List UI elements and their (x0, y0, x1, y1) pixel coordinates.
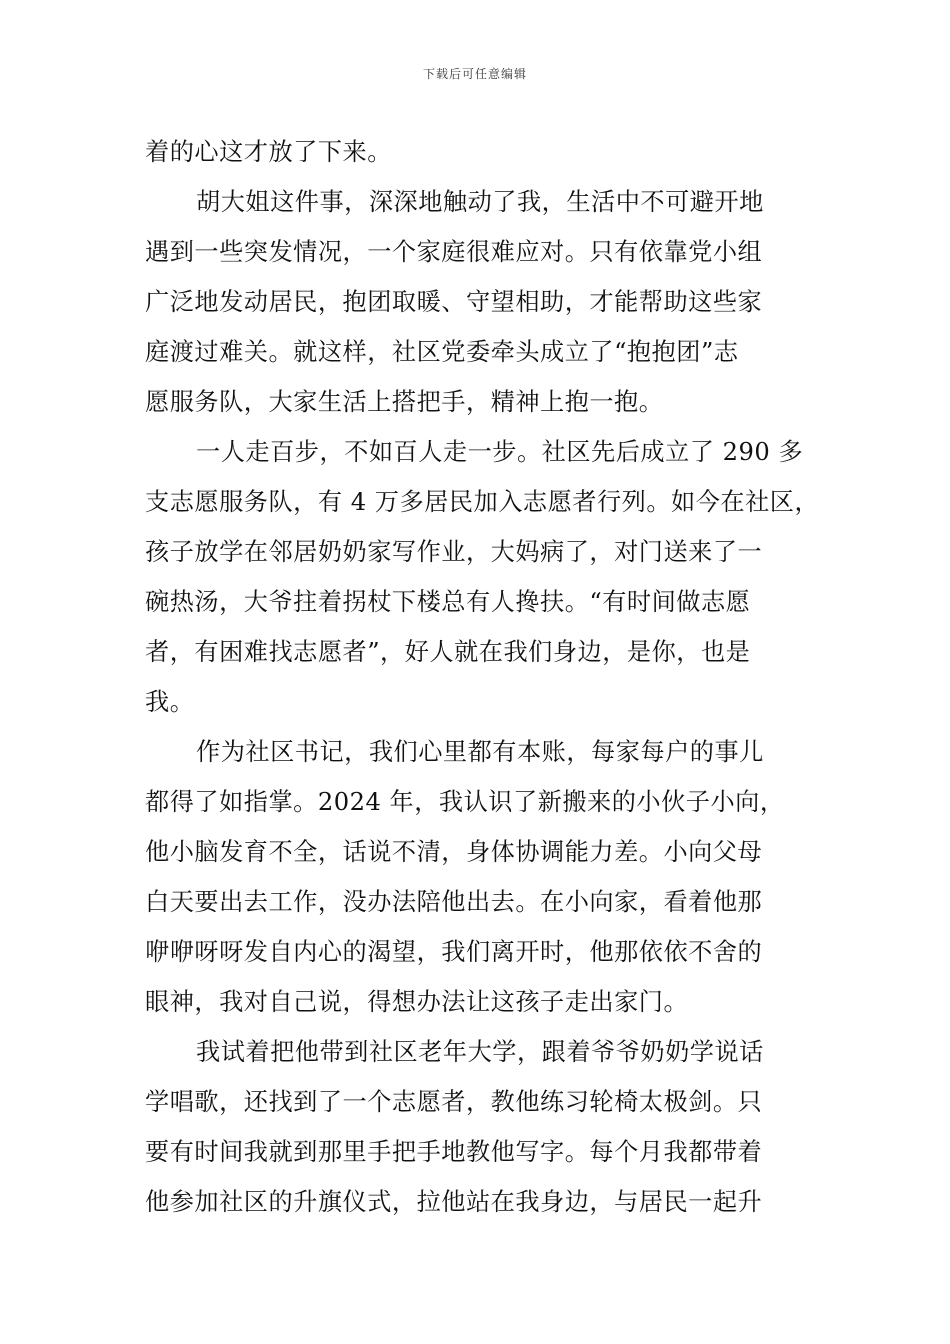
text-line: 白天要出去工作，没办法陪他出去。在小向家，看着他那 (145, 888, 763, 916)
text-line: 遇到一些突发情况，一个家庭很难应对。只有依靠党小组 (145, 238, 763, 266)
text-line: 他参加社区的升旗仪式，拉他站在我身边，与居民一起升 (145, 1188, 763, 1216)
text-line: 眼神，我对自己说，得想办法让这孩子走出家门。 (145, 988, 689, 1016)
text-line: 愿服务队，大家生活上搭把手，精神上抱一抱。 (145, 388, 664, 416)
text-line: 支志愿服务队，有 4 万多居民加入志愿者行列。如今在社区， (145, 488, 820, 516)
text-line: 要有时间我就到那里手把手地教他写字。每个月我都带着 (145, 1138, 763, 1166)
text-line: 着的心这才放了下来。 (145, 138, 392, 166)
text-line: 碗热汤，大爷拄着拐杖下楼总有人搀扶。“有时间做志愿 (145, 588, 751, 616)
paragraph-start-line: 胡大姐这件事，深深地触动了我，生活中不可避开地 (196, 188, 764, 216)
text-line: 孩子放学在邻居奶奶家写作业，大妈病了，对门送来了一 (145, 538, 763, 566)
document-body (145, 127, 820, 1227)
paragraph-start-line: 一人走百步，不如百人走一步。社区先后成立了 290 多 (196, 438, 804, 466)
text-line: 我。 (145, 688, 195, 716)
text-line: 学唱歌，还找到了一个志愿者，教他练习轮椅太极剑。只 (145, 1088, 763, 1116)
text-line: 都得了如指掌。2024 年，我认识了新搬来的小伙子小向， (145, 788, 785, 816)
text-line: 者，有困难找志愿者”，好人就在我们身边，是你，也是 (145, 638, 751, 666)
text-line: 咿咿呀呀发自内心的渴望，我们离开时，他那依依不舍的 (145, 938, 763, 966)
page-header: 下载后可任意编辑 (422, 67, 527, 81)
paragraph-start-line: 我试着把他带到社区老年大学，跟着爷爷奶奶学说话 (196, 1038, 764, 1066)
paragraph-start-line: 作为社区书记，我们心里都有本账，每家每户的事儿 (196, 738, 764, 766)
text-line: 庭渡过难关。就这样，社区党委牵头成立了“抱抱团”志 (145, 338, 739, 366)
text-line: 广泛地发动居民，抱团取暖、守望相助，才能帮助这些家 (145, 288, 763, 316)
text-line: 他小脑发育不全，话说不清，身体协调能力差。小向父母 (145, 838, 763, 866)
